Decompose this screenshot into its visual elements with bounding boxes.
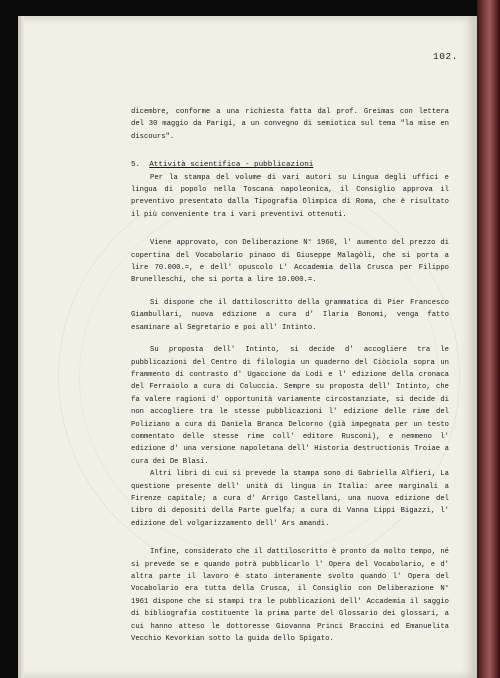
paragraph-1: dicembre, conforme a una richiesta fatta dal prof. Greimas con lettera del 30 maggio da Parigi, a un convegno di semiotica sul tema "la mise en discours". bbox=[131, 108, 449, 141]
page-number: 102. bbox=[433, 51, 458, 62]
section-number: 5. bbox=[131, 161, 141, 170]
paragraph-2: Per la stampa del volume di vari autori su Lingua degli uffici e lingua di popolo nella Toscana napoleonica, il Consiglio approva il preventivo presentato dalla Tipografia Olimpica di Roma, che è risultato il più conveniente tra i vari preventivi ottenuti. bbox=[131, 173, 449, 219]
book-binding bbox=[477, 0, 500, 678]
paragraph-7: Infine, considerato che il dattiloscritto è pronto da molto tempo, né si prevede se e quando potrà pubblicarlo l' Opera del Vocabolario, e d' altra parte il lavoro è stato interamente svolto quando l' Opera del Vocabolario era tutta della Crusca, il Consiglio con Deliberazione N° 1961 dispone che si stampi tra le pubblicazioni dell' Accademia il saggio di bibliografia costituente la prima parte del Glossario dei glossari, a cui hanno atteso le dottoresse Giovanna Princi Braccini ed Emanuelita Vecchio Kevorkian sotto la guida dello Spigato. bbox=[131, 548, 449, 644]
paragraph-4: Si dispone che il dattiloscritto della grammatica di Pier Francesco Giambullari, nuova edizione a cura d' Ilaria Bonomi, venga fatto esaminare al Segretario e poi all' Intinto. bbox=[131, 298, 449, 332]
document-page bbox=[18, 16, 477, 678]
page-text bbox=[131, 106, 449, 645]
paragraph-5: Su proposta dell' Intinto, si decide d' accogliere tra le pubblicazioni del Centro di filologia un quaderno del Ciòciola sopra un frammento di contrasto d' Ugaccione da Lodi e l' edizione della cronaca del Ferraiolo a cura di Coluccia. Sempre su proposta dell' Intinto, che fa valere ragioni d' opportunità variamente circostanziate, si decide di non accogliere tra le stesse pubblicazioni l' edizione delle rime del Poliziano a cura di Daniela Branca Delcorno (già impegnata per un testo commentato delle stesse rime coll' editore Rusconi), e nemmeno l' edizione d' una versione napoletana dell' Historia destructionis Troiae a cura dei De Blasi. bbox=[131, 346, 449, 466]
paragraph-6: Altri libri di cui si prevede la stampa sono di Gabriella Alfieri, La questione presente dell' unità di lingua in Italia: aree marginali a Firenze capitale; a cura d' Arrigo Castellani, una nuova edizione del Libro di depositi della Parte guelfa; a cura di Vanna Lippi Bigazzi, l' edizione del volgarizzamento dell' Ars amandi. bbox=[131, 470, 449, 528]
paragraph-3: Viene approvato, con Deliberazione N° 1960, l' aumento del prezzo di copertina del Vocabolario pinaoo di Giuseppe Malagòli, che si porta a lire 70.000.=, e dell' opuscolo L' Accademia della Crusca per Filippo Brunelleschi, che si porta a lire 10.000.=. bbox=[131, 239, 449, 285]
page-edge bbox=[18, 16, 24, 678]
section-title-text: Attività scientifica - pubblicazioni bbox=[149, 161, 314, 170]
section-title bbox=[131, 159, 449, 171]
